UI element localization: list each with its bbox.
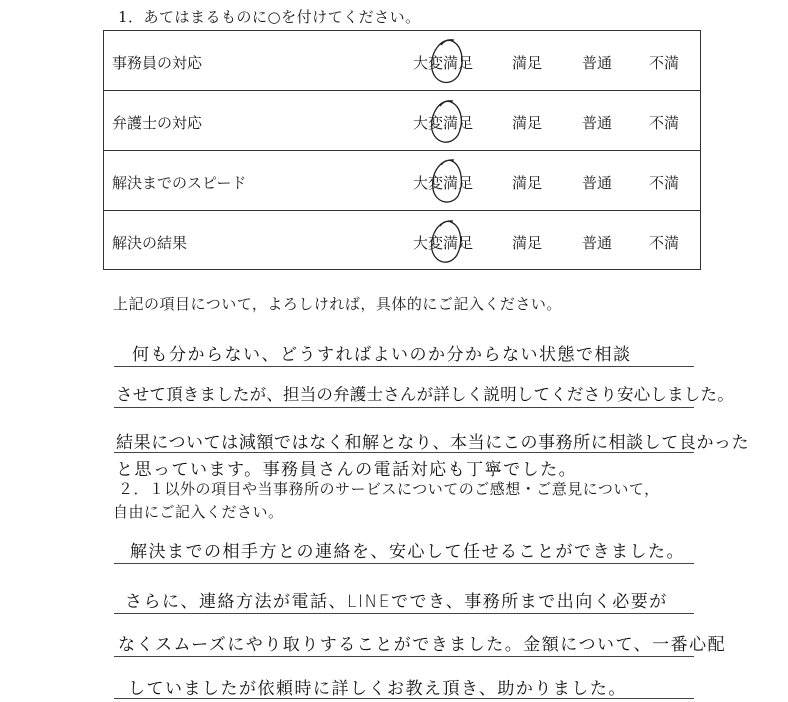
writing-line <box>114 366 694 367</box>
handwritten-comment-line: と思っています。事務員さんの電話対応も丁寧でした。 <box>116 460 578 480</box>
handwritten-comment-line: 何も分からない、どうすればよいのか分からない状態で相談 <box>132 345 632 365</box>
option-satisfied[interactable]: 満足 <box>512 174 543 192</box>
rating-row <box>104 151 700 211</box>
option-very-satisfied[interactable]: 大変満足 <box>413 234 474 252</box>
handwritten-comment-line: させて頂きましたが、担当の弁護士さんが詳しく説明してくださり安心しました。 <box>116 385 734 404</box>
option-dissatisfied[interactable]: 不満 <box>649 54 680 72</box>
section1-heading: 1．あてはまるものに○を付けてください。 <box>118 8 421 26</box>
handwritten-comment-line: 結果については減額ではなく和解となり、本当にこの事務所に相談して良かった <box>116 433 750 453</box>
option-neutral[interactable]: 普通 <box>582 54 613 72</box>
handwritten-comment-line: なくスムーズにやり取りすることができました。金額について、一番心配 <box>118 635 727 655</box>
rating-row-label: 解決の結果 <box>112 234 188 252</box>
option-dissatisfied[interactable]: 不満 <box>649 114 680 132</box>
writing-line <box>114 563 694 564</box>
hand-drawn-circle-mark <box>427 156 465 208</box>
option-satisfied[interactable]: 満足 <box>512 114 543 132</box>
option-neutral[interactable]: 普通 <box>582 174 613 192</box>
handwritten-comment-line: 解決までの相手方との連絡を、安心して任せることができました。 <box>130 542 685 562</box>
rating-row <box>104 91 700 151</box>
option-very-satisfied[interactable]: 大変満足 <box>413 114 474 132</box>
option-satisfied[interactable]: 満足 <box>512 54 543 72</box>
rating-table <box>103 30 701 270</box>
rating-row-label: 解決までのスピード <box>112 174 247 192</box>
option-dissatisfied[interactable]: 不満 <box>649 234 680 252</box>
option-dissatisfied[interactable]: 不満 <box>649 174 680 192</box>
rating-row-label: 事務員の対応 <box>112 54 203 72</box>
option-neutral[interactable]: 普通 <box>582 234 613 252</box>
hand-drawn-circle-mark <box>427 216 465 268</box>
section2-heading: ２．１以外の項目や当事務所のサービスについてのご感想・ご意見について， <box>118 480 660 498</box>
section2-heading-continued: 自由にご記入ください。 <box>113 503 284 521</box>
rating-row-label: 弁護士の対応 <box>112 114 203 132</box>
writing-line <box>114 656 694 657</box>
writing-line <box>114 407 694 408</box>
option-very-satisfied[interactable]: 大変満足 <box>413 174 474 192</box>
hand-drawn-circle-mark <box>427 96 465 148</box>
comment-prompt: 上記の項目について，よろしければ，具体的にご記入ください。 <box>113 295 562 313</box>
writing-line <box>114 452 694 453</box>
writing-line <box>114 613 694 614</box>
rating-row <box>104 31 700 91</box>
option-neutral[interactable]: 普通 <box>582 114 613 132</box>
writing-line <box>114 698 694 699</box>
option-very-satisfied[interactable]: 大変満足 <box>413 54 474 72</box>
handwritten-comment-line: していましたが依頼時に詳しくお教え頂き、助かりました。 <box>128 679 627 699</box>
hand-drawn-circle-mark <box>427 36 465 88</box>
rating-row <box>104 211 700 271</box>
handwritten-comment-line: さらに、連絡方法が電話、LINEででき、事務所まで出向く必要が <box>125 592 668 612</box>
option-satisfied[interactable]: 満足 <box>512 234 543 252</box>
